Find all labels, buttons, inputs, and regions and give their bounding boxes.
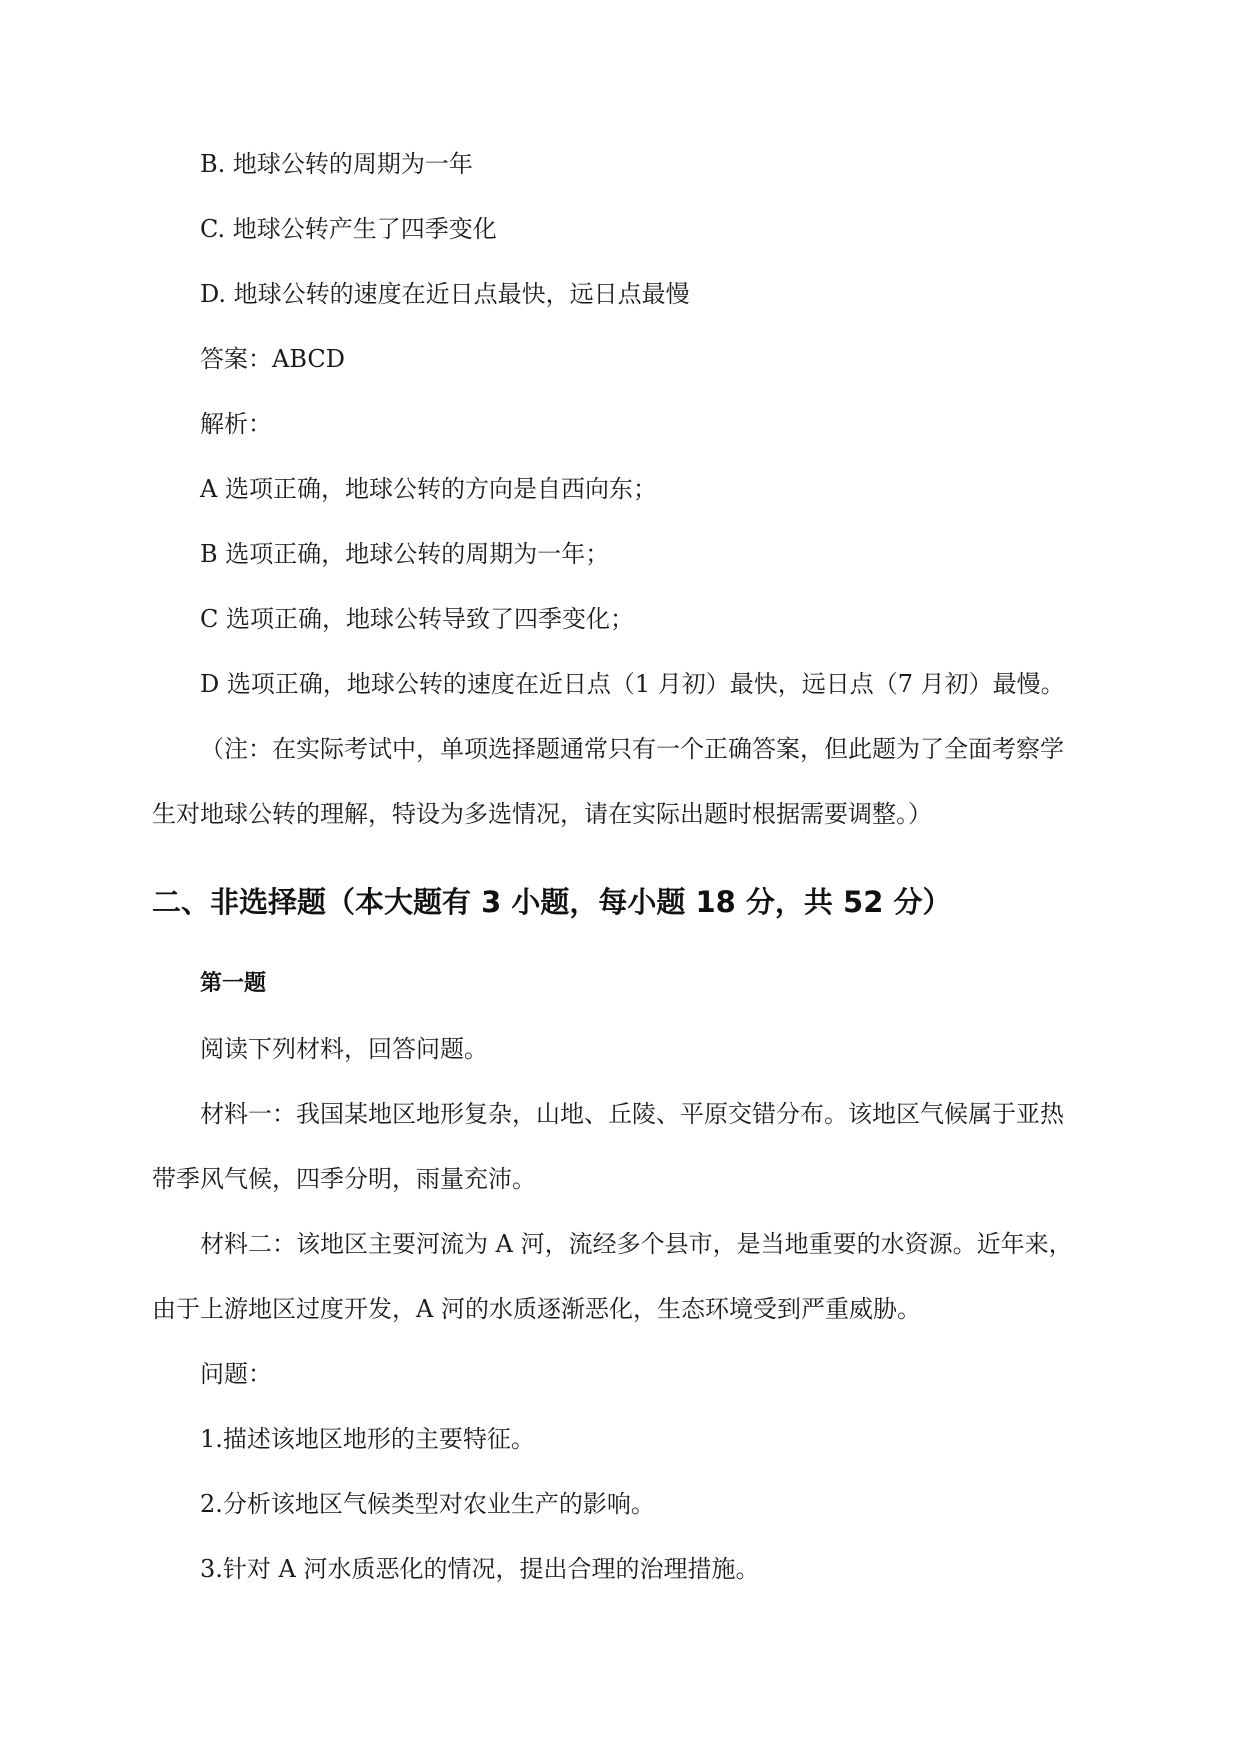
question1-intro: 阅读下列材料，回答问题。 xyxy=(200,1035,488,1063)
analysis-note-line1: （注：在实际考试中，单项选择题通常只有一个正确答案，但此题为了全面考察学 xyxy=(200,735,1064,763)
material2-line1: 材料二：该地区主要河流为 A 河，流经多个县市，是当地重要的水资源。近年来， xyxy=(200,1230,1073,1258)
question-item-2: 2.分析该地区气候类型对农业生产的影响。 xyxy=(200,1490,655,1518)
answer-line: 答案：ABCD xyxy=(200,345,346,373)
analysis-c: C 选项正确，地球公转导致了四季变化； xyxy=(200,605,634,633)
analysis-label: 解析： xyxy=(200,410,272,438)
material2-line2: 由于上游地区过度开发，A 河的水质逐渐恶化，生态环境受到严重威胁。 xyxy=(152,1295,921,1323)
question-item-1: 1.描述该地区地形的主要特征。 xyxy=(200,1425,535,1453)
question-item-3: 3.针对 A 河水质恶化的情况，提出合理的治理措施。 xyxy=(200,1555,760,1583)
questions-label: 问题： xyxy=(200,1360,272,1388)
analysis-note-line2: 生对地球公转的理解，特设为多选情况，请在实际出题时根据需要调整。） xyxy=(152,800,932,828)
analysis-b: B 选项正确，地球公转的周期为一年； xyxy=(200,540,610,568)
option-b: B. 地球公转的周期为一年 xyxy=(200,150,473,178)
question1-title: 第一题 xyxy=(200,971,267,996)
section-heading: 二、非选择题（本大题有 3 小题，每小题 18 分，共 52 分） xyxy=(152,885,952,919)
option-d: D. 地球公转的速度在近日点最快，远日点最慢 xyxy=(200,280,690,308)
option-c: C. 地球公转产生了四季变化 xyxy=(200,215,497,243)
material1-line1: 材料一：我国某地区地形复杂，山地、丘陵、平原交错分布。该地区气候属于亚热 xyxy=(200,1100,1064,1128)
analysis-d: D 选项正确，地球公转的速度在近日点（1 月初）最快，远日点（7 月初）最慢。 xyxy=(200,670,1065,698)
analysis-a: A 选项正确，地球公转的方向是自西向东； xyxy=(200,475,657,503)
material1-line2: 带季风气候，四季分明，雨量充沛。 xyxy=(152,1165,536,1193)
